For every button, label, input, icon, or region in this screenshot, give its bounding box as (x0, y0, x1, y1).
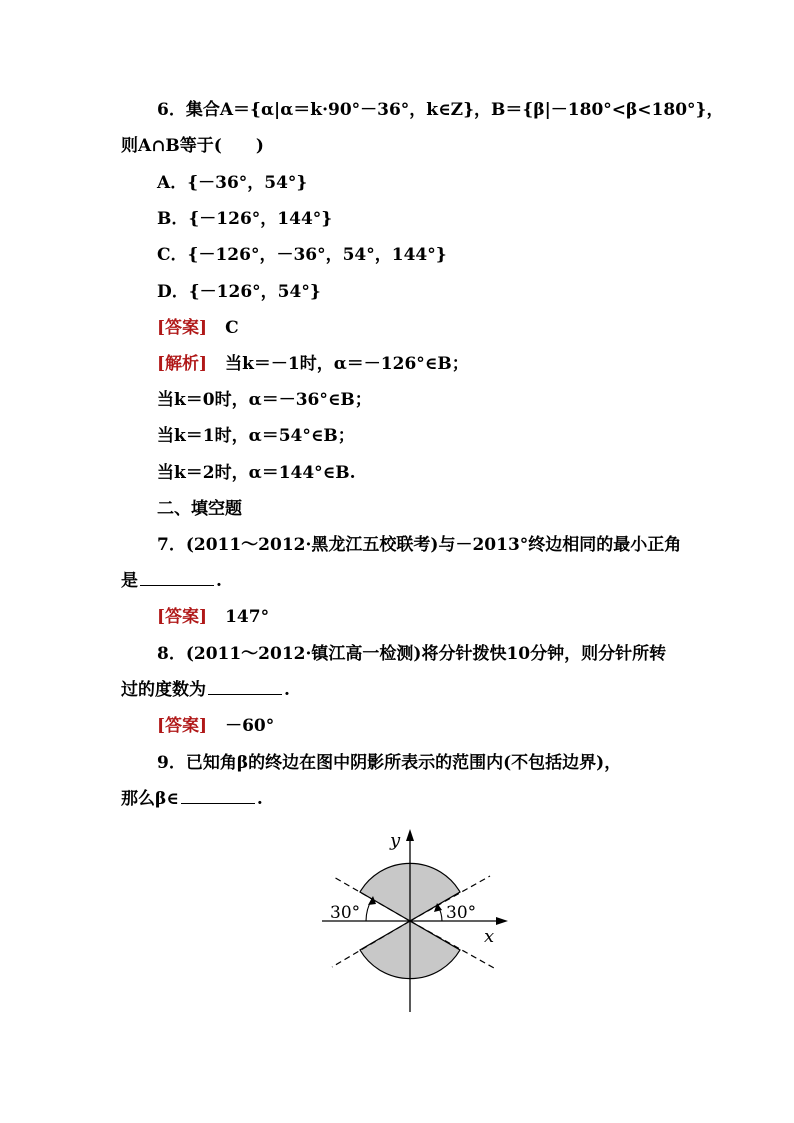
section-heading: 二、填空题 (157, 499, 242, 519)
q8-answer-blank[interactable] (208, 678, 282, 695)
answer-tag: [答案] (157, 318, 208, 338)
q7-stem-line1: 7．(2011～2012·黑龙江五校联考)与－2013°终边相同的最小正角 (157, 535, 682, 555)
q8-answer: －60° (225, 716, 275, 736)
left-angle-label: 30° (330, 903, 361, 923)
x-axis-arrow (496, 917, 508, 925)
q6-analysis-line2: 当k＝0时，α＝－36°∈B； (157, 390, 372, 410)
q8-stem-line2 (121, 678, 290, 702)
analysis-tag: [解析] (157, 354, 208, 374)
q9-answer-blank[interactable] (181, 787, 255, 804)
q8-answer-line (157, 714, 274, 738)
q9-stem-prefix: 那么β∈ (121, 789, 179, 809)
q6-option-b: B．{－126°，144°} (157, 209, 333, 229)
q6-stem-line1: 6．集合A＝{α|α＝k·90°－36°，k∈Z}，B＝{β|－180°<β<180°}， (157, 100, 724, 120)
q6-option-a: A．{－36°，54°} (157, 173, 308, 193)
y-axis-label: y (390, 830, 401, 851)
q6-option-c: C．{－126°，－36°，54°，144°} (157, 245, 447, 265)
q6-analysis-line1 (157, 352, 469, 376)
right-angle-label: 30° (446, 903, 477, 923)
q6-analysis-text1: 当k＝－1时，α＝－126°∈B； (225, 354, 469, 374)
y-axis-arrow (406, 829, 414, 841)
x-axis-label: x (484, 926, 495, 947)
q9-stem-suffix: . (256, 789, 263, 809)
q6-answer-line (157, 316, 239, 340)
q7-stem-suffix: . (216, 571, 222, 591)
angle-region-figure (318, 826, 518, 1016)
q8-stem-suffix: . (284, 680, 290, 700)
q6-option-d: D．{－126°，54°} (157, 282, 321, 302)
q6-answer: C (225, 318, 239, 338)
q7-answer-blank[interactable] (140, 569, 214, 586)
q8-stem-line1: 8．(2011～2012·镇江高一检测)将分针拨快10分钟，则分针所转 (157, 644, 667, 664)
answer-tag: [答案] (157, 716, 208, 736)
q6-stem-line2: 则A∩B等于( ) (121, 136, 264, 156)
q6-analysis-line4: 当k＝2时，α＝144°∈B. (157, 463, 356, 483)
q6-analysis-line3: 当k＝1时，α＝54°∈B； (157, 426, 355, 446)
q7-answer-line (157, 605, 269, 629)
q9-stem-line2 (121, 787, 263, 811)
answer-tag: [答案] (157, 607, 208, 627)
q9-stem-line1: 9．已知角β的终边在图中阴影所表示的范围内(不包括边界)， (157, 753, 622, 773)
q7-answer: 147° (225, 607, 270, 627)
q8-stem-prefix: 过的度数为 (121, 680, 206, 700)
q7-stem-line2 (121, 569, 222, 593)
q7-stem-prefix: 是 (121, 571, 138, 591)
